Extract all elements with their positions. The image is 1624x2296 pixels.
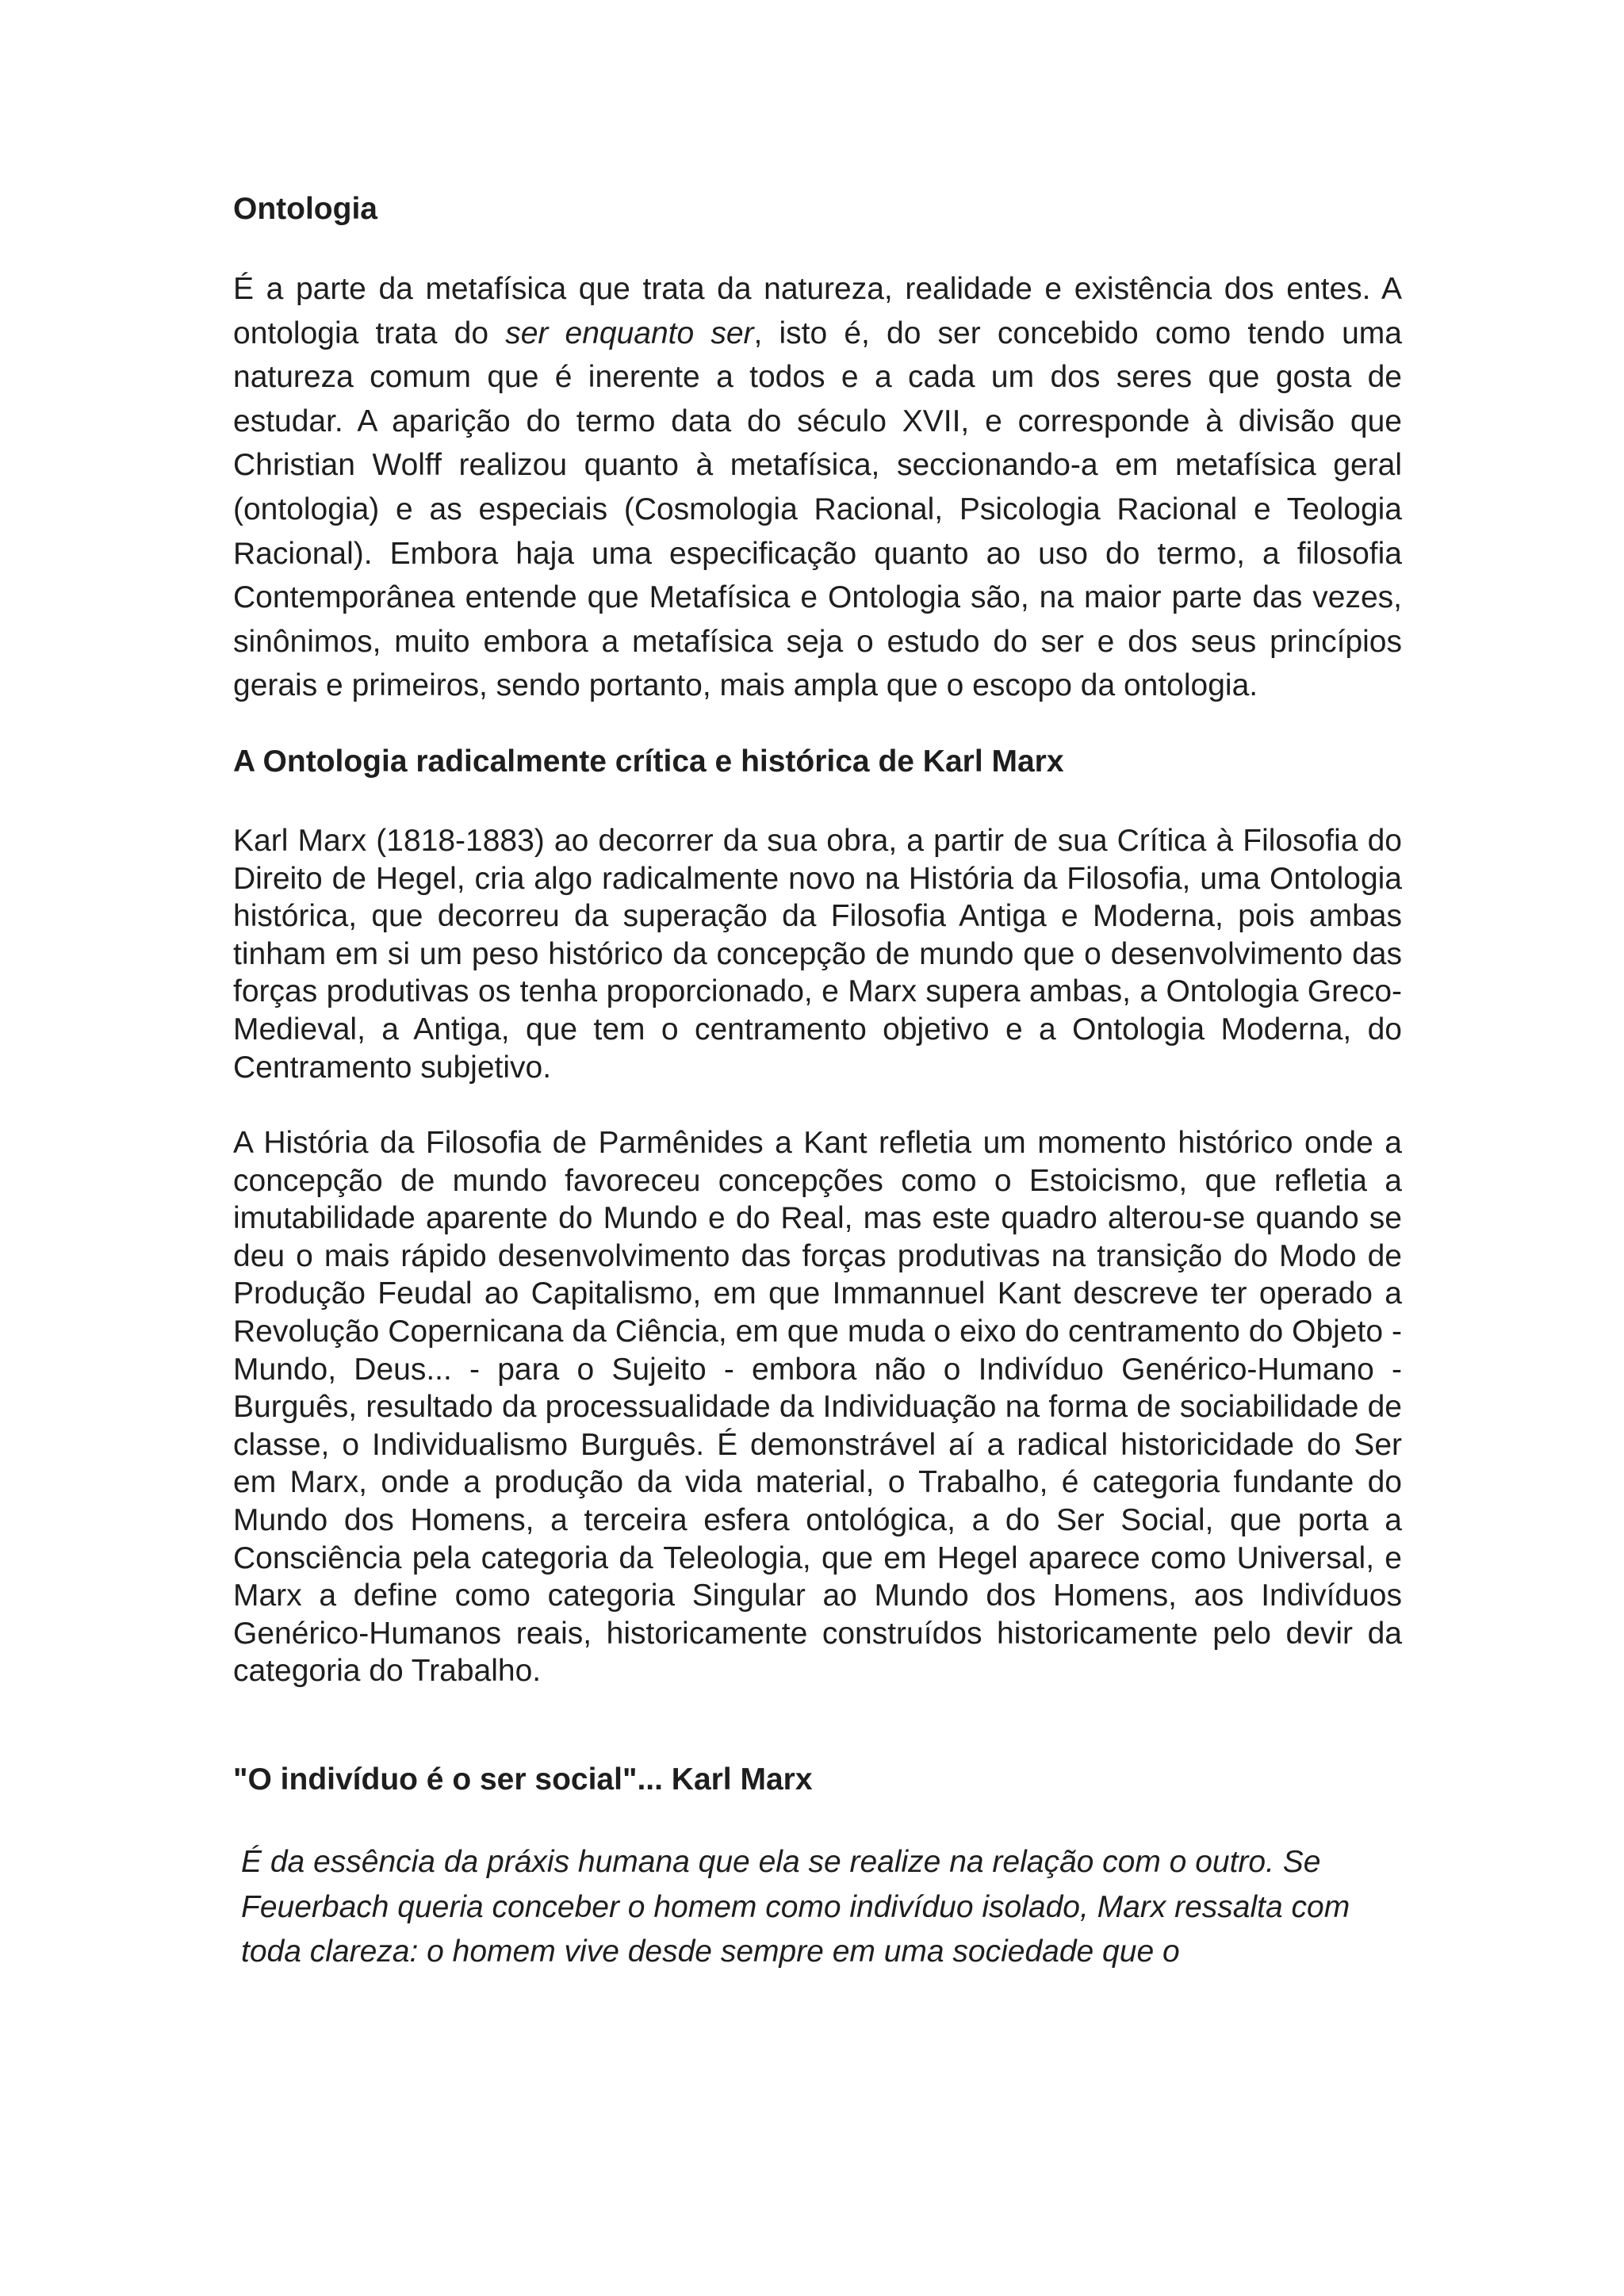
paragraph-ontologia-definition [233,267,1402,708]
paragraph-text-start: É a parte da metafísica que trata da natureza, realidade e existência dos entes. A ontologia trata do [233,272,1402,350]
paragraph-italic-term: ser enquanto ser [505,316,754,350]
paragraph-text-end: , isto é, do ser concebido como tendo uma natureza comum que é inerente a todos e a cada um dos seres que gosta de estudar. A aparição do termo data do século XVII, e corresponde à divisão que Christian Wolff realizou quanto à metafísica, seccionando-a em metafísica geral (ontologia) e as especiais (Cosmologia Racional, Psicologia Racional e Teologia Racional). Embora haja uma especificação quanto ao uso do termo, a filosofia Contemporânea entende que Metafísica e Ontologia são, na maior parte das vezes, sinônimos, muito embora a metafísica seja o estudo do ser e dos seus princípios gerais e primeiros, sendo portanto, mais ampla que o escopo da ontologia. [233,316,1402,703]
document-page [233,187,1402,1975]
paragraph-italic-quote: É da essência da práxis humana que ela se realize na relação com o outro. Se Feuerbach queria conceber o homem como indivíduo isolado, Marx ressalta com toda clareza: o homem vive desde sempre em uma sociedade que o [241,1845,1350,1969]
section-heading-ontologia: Ontologia [233,192,377,226]
section-heading-marx-ontology: A Ontologia radicalmente crítica e histórica de Karl Marx [233,744,1064,779]
paragraph-marx-ontology: Karl Marx (1818-1883) ao decorrer da sua obra, a partir de sua Crítica à Filosofia do Direito de Hegel, cria algo radicalmente novo na História da Filosofia, uma Ontologia histórica, que decorreu da superação da Filosofia Antiga e Moderna, pois ambas tinham em si um peso histórico da concepção de mundo que o desenvolvimento das forças produtivas os tenha proporcionado, e Marx supera ambas, a Ontologia Greco-Medieval, a Antiga, que tem o centramento objetivo e a Ontologia Moderna, do Centramento subjetivo. [233,823,1402,1085]
paragraph-history-of-philosophy: A História da Filosofia de Parmênides a Kant refletia um momento histórico onde a concepção de mundo favoreceu concepções como o Estoicismo, que refletia a imutabilidade aparente do Mundo e do Real, mas este quadro alterou-se quando se deu o mais rápido desenvolvimento das forças produtivas na transição do Modo de Produção Feudal ao Capitalismo, em que Immannuel Kant descreve ter operado a Revolução Copernicana da Ciência, em que muda o eixo do centramento do Objeto - Mundo, Deus... - para o Sujeito - embora não o Indivíduo Genérico-Humano - Burguês, resultado da processualidade da Individuação na forma de sociabilidade de classe, o Individualismo Burguês. É demonstrável aí a radical historicidade do Ser em Marx, onde a produção da vida material, o Trabalho, é categoria fundante do Mundo dos Homens, a terceira esfera ontológica, a do Ser Social, que porta a Consciência pela categoria da Teleologia, que em Hegel aparece como Universal, e Marx a define como categoria Singular ao Mundo dos Homens, aos Indivíduos Genérico-Humanos reais, historicamente construídos historicamente pelo devir da categoria do Trabalho. [233,1126,1402,1689]
section-heading-individual-quote: "O indivíduo é o ser social"... Karl Marx [233,1762,813,1797]
